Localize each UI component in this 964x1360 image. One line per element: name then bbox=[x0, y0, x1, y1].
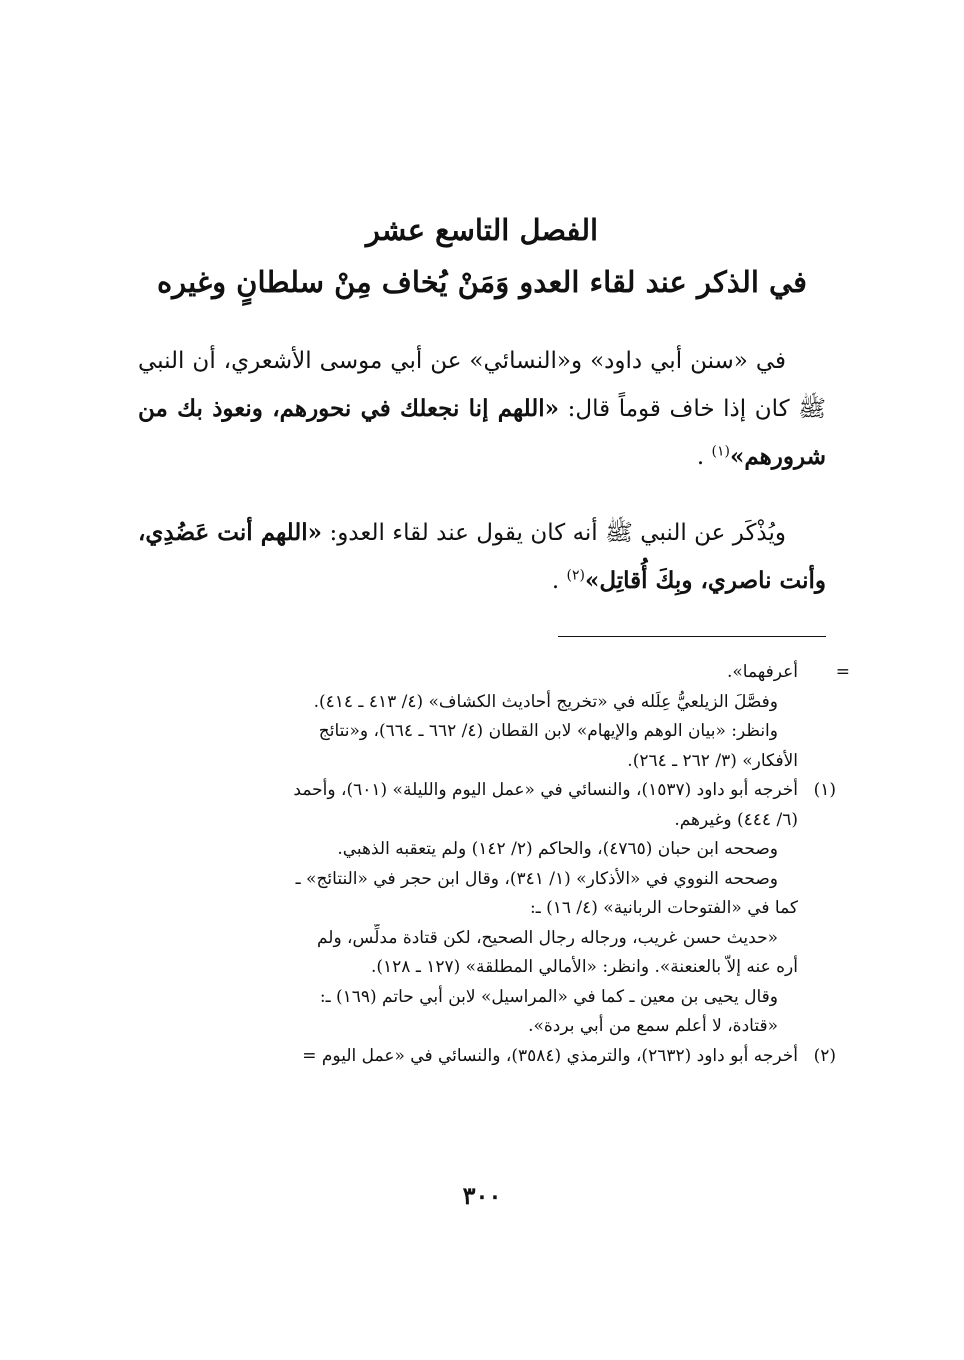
footnote-number: (١) bbox=[813, 780, 836, 800]
footnote-continuation-line: وفصَّلَ الزيلعيُّ عِلَله في «تخريج أحاديث الكشاف» (٤/ ٤١٣ ـ ٤١٤). bbox=[313, 691, 778, 712]
chapter-title: الفصل التاسع عشر bbox=[365, 213, 599, 247]
footnote-separator bbox=[558, 636, 826, 637]
footnote-ref-1: (١) bbox=[711, 443, 730, 460]
footnote-1 bbox=[124, 776, 836, 1042]
footnote-line: (٦/ ٤٤٤) وغيرهم. bbox=[674, 809, 798, 830]
paragraph-abu-musa bbox=[138, 338, 826, 481]
footnote-ref-2: (٢) bbox=[566, 567, 585, 584]
continuation-mark: = bbox=[835, 662, 850, 682]
footnote-line: أخرجه أبو داود (١٥٣٧)، والنسائي في «عمل اليوم والليلة» (٦٠١)، وأحمد bbox=[293, 780, 798, 800]
footnote-line: أره عنه إلاّ بالعنعنة». وانظر: «الأمالي المطلقة» (١٢٧ ـ ١٢٨). bbox=[370, 957, 798, 977]
paragraph-tail: . bbox=[551, 568, 567, 594]
footnote-line: «حديث حسن غريب، ورجاله رجال الصحيح، لكن قتادة مدلِّس، ولم bbox=[316, 927, 778, 948]
footnote-number: (٢) bbox=[813, 1045, 836, 1066]
footnote-continuation-line: وانظر: «بيان الوهم والإيهام» لابن القطان (٤/ ٦٦٢ ـ ٦٦٤)، و«نتائج bbox=[318, 721, 778, 741]
footnote-line: كما في «الفتوحات الربانية» (٤/ ١٦) ـ: bbox=[529, 898, 798, 918]
footnote-2 bbox=[124, 1042, 836, 1072]
footnote-line: وصححه النووي في «الأذكار» (١/ ٣٤١)، وقال ابن حجر في «النتائج» ـ bbox=[295, 868, 778, 889]
supplication-quote: «اللهم أنت عَضُدِي، وأنت ناصري، وبِكَ أُقاتِل» bbox=[138, 519, 826, 594]
page-number: ٣٠٠ bbox=[462, 1181, 502, 1210]
footnotes bbox=[124, 658, 850, 1071]
paragraph-lead: في «سنن أبي داود» و«النسائي» عن أبي موسى الأشعري، أن النبي ﷺ كان إذا خاف قوماً قال: bbox=[138, 348, 826, 422]
paragraph-enemy-meeting bbox=[138, 509, 826, 605]
footnote-line: أخرجه أبو داود (٢٦٣٢)، والترمذي (٣٥٨٤)، والنسائي في «عمل اليوم = bbox=[302, 1045, 798, 1066]
footnote-line: وقال يحيى بن معين ـ كما في «المراسيل» لابن أبي حاتم (١٦٩) ـ: bbox=[319, 986, 778, 1007]
chapter-subtitle: في الذكر عند لقاء العدو وَمَنْ يُخاف مِنْ سلطانٍ وغيره bbox=[156, 265, 808, 299]
footnote-continuation-line: الأفكار» (٣/ ٢٦٢ ـ ٢٦٤). bbox=[627, 750, 798, 771]
footnote-line: «قتادة، لا أعلم سمع من أبي بردة». bbox=[528, 1016, 778, 1036]
chapter-heading bbox=[120, 206, 844, 306]
paragraph-lead: ويُذْكَر عن النبي ﷺ أنه كان يقول عند لقاء العدو: bbox=[322, 520, 786, 546]
footnote-line: وصححه ابن حبان (٤٧٦٥)، والحاكم (٢/ ١٤٢) ولم يتعقبه الذهبي. bbox=[337, 839, 778, 859]
paragraph-tail: . bbox=[696, 444, 712, 470]
footnote-continuation-line: أعرفهما». bbox=[726, 662, 798, 682]
supplication-quote: «اللهم إنا نجعلك في نحورهم، ونعوذ بك من شرورهم» bbox=[138, 395, 826, 470]
